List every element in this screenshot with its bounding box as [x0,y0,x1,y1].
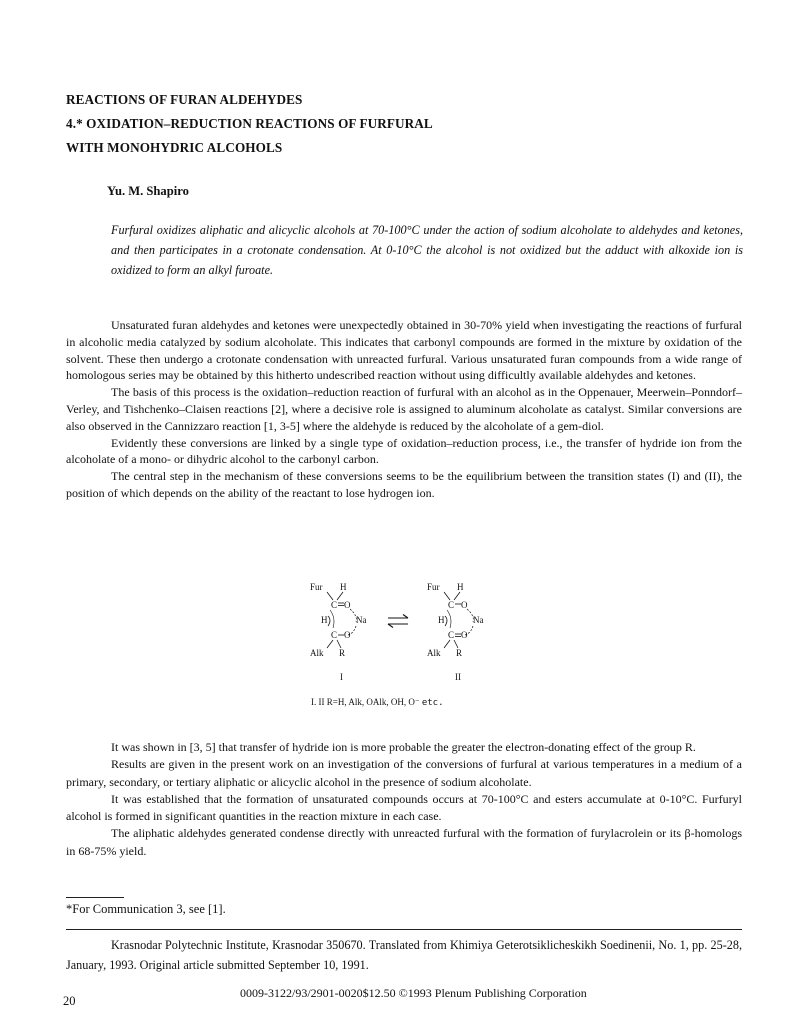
page-number: 20 [63,994,76,1008]
affiliation-divider [66,929,742,930]
author-name: Yu. M. Shapiro [107,184,189,198]
h-label: H [438,615,445,625]
h-label: H [321,615,328,625]
alkyl-label: Alk [310,648,324,658]
footnote: *For Communication 3, see [1]. [66,902,226,916]
r-group-label: R [456,648,463,658]
article-title [66,88,433,160]
structure-I [310,582,367,682]
title-line-3: WITH MONOHYDRIC ALCOHOLS [66,140,283,155]
body-text-section-1 [66,317,742,502]
oxygen-label: O [344,630,351,640]
oxygen-label: O [344,600,351,610]
sodium-label: Na [473,615,484,625]
abstract: Furfural oxidizes aliphatic and alicyclic alcohols at 70-100°C under the action of sodium alcoholate to aldehydes and ketones, and then participates in a crotonate condensation. At 0-10°C the alcohol is not oxidized but the adduct with alkoxide ion is oxidized to form an alkyl furoate. [111,223,743,277]
carbon-label: C [331,630,338,640]
body-text-section-2 [66,739,742,860]
h-label: H [457,582,464,592]
paragraph: It was established that the formation of unsaturated compounds occurs at 70-100°C and esters accumulate at 0-10°C. Furfuryl alcohol is formed in significant quantities in the reaction mixture in each case. [66,791,742,824]
alkyl-label: Alk [427,648,441,658]
paragraph: It was shown in [3, 5] that transfer of hydride ion is more probable the greater the electron-donating effect of the group R. [111,740,696,754]
r-group-label: R [339,648,346,658]
sodium-label: Na [356,615,367,625]
h-label: H [340,582,347,592]
paragraph: Evidently these conversions are linked by a single type of oxidation–reduction process, i.e., the transfer of hydride ion from the alcoholate of a mono- or dihydric alcohol to the carbonyl carbon. [66,435,742,467]
paragraph: The basis of this process is the oxidation–reduction reaction of furfural with an alcohol as in the Oppenauer, Meerwein–Ponndorf–Verley, and Tishchenko–Claisen reactions [2], where a decisive role is assigned to aluminum alcoholate as catalyst. Similar conversions are also observed in the Cannizzaro reaction [1, 3-5] where the aldehyde is reduced by the alcoholate of a gem-diol. [66,385,742,433]
paragraph: The central step in the mechanism of these conversions seems to be the equilibrium between the transition states (I) and (II), the position of which depends on the ability of the reactant to lose hydrogen ion. [66,469,742,500]
copyright-line: 0009-3122/93/2901-0020$12.50 ©1993 Plenum Publishing Corporation [240,986,587,1000]
title-line-2: 4.* OXIDATION–REDUCTION REACTIONS OF FURFURAL [66,116,433,131]
carbon-label: C [448,630,455,640]
structure-II-label: II [455,672,461,682]
oxygen-label: O [461,630,468,640]
paragraph: The aliphatic aldehydes generated condense directly with unreacted furfural with the formation of furylacrolein or its β-homologs in 68-75% yield. [66,826,742,858]
carbon-label: C [448,600,455,610]
paragraph: Results are given in the present work on an investigation of the conversions of furfural at various temperatures in a medium of a primary, secondary, or tertiary aliphatic or alicyclic alcohol in the presence of sodium alcoholate. [66,757,742,789]
fur-label: Fur [427,582,440,592]
oxygen-label: O [461,600,468,610]
structure-I-label: I [340,672,343,682]
paragraph: Unsaturated furan aldehydes and ketones were unexpectedly obtained in 30-70% yield when investigating the reactions of furfural in alcoholic media catalyzed by sodium alcoholate. This indicates that carbonyl compounds are formed in the mixture by oxidation of the solvent. These then undergo a crotonate condensation with unreacted furfural. Various unsaturated furan compounds from a wide range of homologous series may be obtained by this hitherto undescribed reaction without using difficultly available aldehydes and ketones. [66,318,742,383]
scheme-caption [311,697,444,708]
reaction-scheme [300,578,490,708]
scheme-drawing [300,578,490,688]
caption-text: I. II R=H, Alk, OAlk, OH, O⁻ [311,697,420,707]
fur-label: Fur [310,582,323,592]
affiliation-note: Krasnodar Polytechnic Institute, Krasnodar 350670. Translated from Khimiya Geterotsiklicheskikh Soedinenii, No. 1, pp. 25-28, January, 1993. Original article submitted September 10, 1991. [66,938,742,972]
caption-etc: etc. [421,698,444,708]
footnote-divider [66,897,124,898]
title-line-1: REACTIONS OF FURAN ALDEHYDES [66,92,303,107]
equilibrium-arrows [388,615,408,628]
carbon-label: C [331,600,338,610]
structure-II [427,582,484,682]
